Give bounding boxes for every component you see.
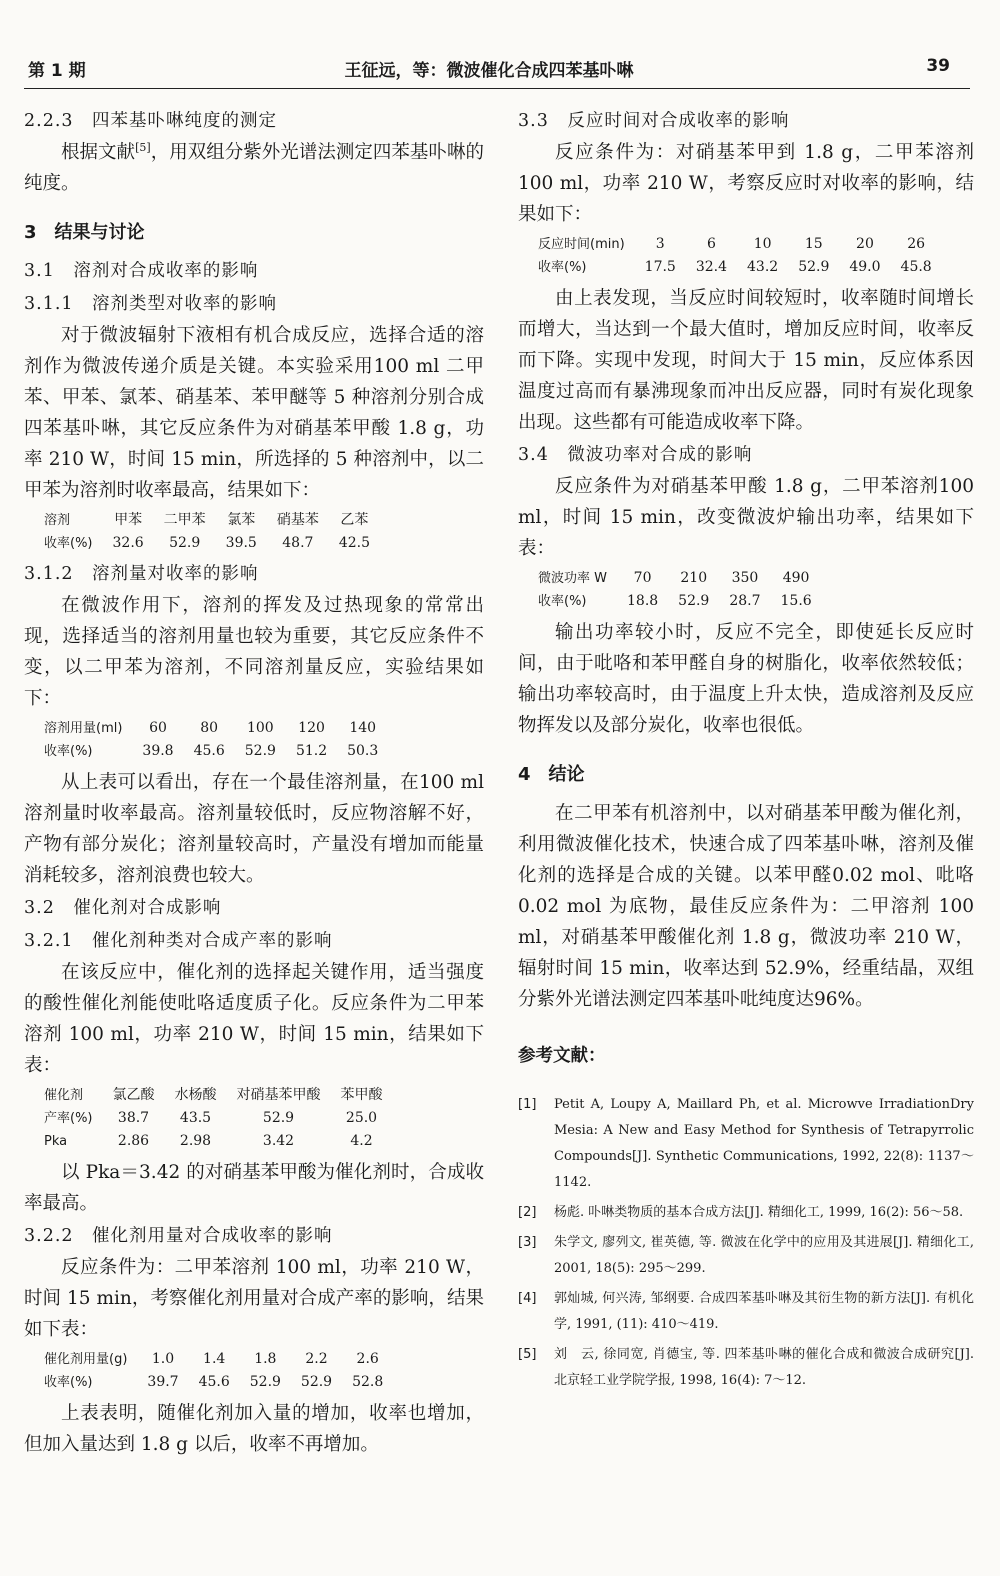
reference-item (518, 1286, 974, 1338)
table-cell: 产率(%) (44, 1111, 93, 1126)
table-cell: 52.9 (262, 1110, 295, 1126)
table-cell: 溶剂 (44, 513, 71, 528)
table-catalyst-type (30, 1084, 393, 1153)
table-cell: 39.5 (225, 535, 257, 551)
paragraph-microwave-power-result: 输出功率较小时，反应不完全，即使延长反应时间，由于吡咯和苯甲醛自身的树脂化，收率依然较低；输出功率较高时，由于温度上升太快，造成溶剂及反应物挥发以及部分炭化，收率也很低。 (518, 622, 974, 736)
table-row (524, 567, 822, 590)
table-cell: 1.8 (254, 1351, 277, 1367)
table-cell: 甲苯 (114, 512, 143, 528)
table-cell: 52.9 (678, 593, 710, 609)
heading-3-2-1: 3.2.1 催化剂种类对合成产率的影响 (24, 931, 333, 951)
table-cell: 43.5 (179, 1110, 212, 1126)
citation-5[interactable]: [5] (135, 140, 151, 154)
table-cell: 52.9 (798, 259, 830, 275)
table-cell: 18.8 (627, 593, 659, 609)
table-cell: 20 (856, 236, 874, 252)
heading-4: 4 结论 (518, 764, 585, 785)
heading-3-1: 3.1 溶剂对合成收率的影响 (24, 261, 259, 281)
paragraph-catalyst-type: 在该反应中，催化剂的选择起关键作用，适当强度的酸性催化剂能使吡咯适度质子化。反应条件为二甲苯溶剂 100 ml，功率 210 W，时间 15 min，结果如下表： (24, 962, 484, 1076)
table-row (30, 509, 380, 532)
heading-3-1-1: 3.1.1 溶剂类型对收率的影响 (24, 294, 278, 314)
reference-number: [3] (518, 1235, 537, 1250)
reference-number: [4] (518, 1291, 537, 1306)
table-cell: 350 (731, 570, 759, 586)
table-cell: 3.42 (262, 1133, 295, 1149)
table-cell: 100 (246, 720, 274, 736)
table-cell: 80 (200, 720, 219, 736)
table-cell: 48.7 (282, 535, 314, 551)
table-cell: 32.4 (695, 259, 728, 275)
table-row (30, 1348, 393, 1371)
table-cell: 1.0 (151, 1351, 175, 1367)
table-cell: 1.4 (203, 1351, 226, 1367)
running-header (28, 56, 950, 86)
table-cell: 52.8 (352, 1374, 384, 1390)
paragraph-microwave-power: 反应条件为对硝基苯甲酸 1.8 g，二甲苯溶剂100 ml，时间 15 min，改变微波炉输出功率，结果如下表： (518, 476, 974, 559)
table-cell: 收率(%) (44, 536, 93, 551)
table-cell: 15 (804, 236, 823, 252)
table-cell: 490 (782, 570, 810, 586)
paragraph-solvent-amount: 在微波作用下，溶剂的挥发及过热现象的常常出现，选择适当的溶剂用量也较为重要，其它反应条件不变，以二甲苯为溶剂，不同溶剂量反应，实验结果如下： (24, 595, 484, 709)
reference-text: 朱学文, 廖列文, 崔英德, 等. 微波在化学中的应用及其进展[J]. 精细化工, 2001, 18(5): 295～299. (554, 1235, 974, 1276)
reference-number: [5] (518, 1347, 537, 1362)
reference-item (518, 1230, 974, 1282)
table-cell: 52.9 (244, 743, 276, 759)
reference-text: 杨彪. 卟啉类物质的基本合成方法[J]. 精细化工, 1999, 16(2): 56～58. (554, 1205, 964, 1220)
table-cell: 140 (349, 720, 377, 736)
text-span: ，用双组分紫外光谱法测定四苯基卟啉的纯度。 (24, 142, 484, 194)
text-span: 根据文献 (61, 142, 136, 163)
table-row (524, 256, 942, 279)
table-cell: 51.2 (295, 743, 328, 759)
table-cell: 45.8 (900, 259, 932, 275)
table-cell: 120 (298, 720, 325, 736)
table-cell: 反应时间(min) (538, 237, 625, 252)
table-cell: 210 (680, 570, 708, 586)
table-solvent-amount (30, 717, 388, 763)
table-cell: 45.6 (193, 743, 225, 759)
table-microwave-power (524, 567, 822, 613)
paragraph-conclusion: 在二甲苯有机溶剂中，以对硝基苯甲酸为催化剂，利用微波催化技术，快速合成了四苯基卟啉，溶剂及催化剂的选择是合成的关键。以苯甲醛0.02 mol、吡咯 0.02 mol 为底物，最佳反应条件为：二甲溶剂 100 ml，对硝基苯甲酸催化剂 1.8 g，微波功率 210 W，辐射时间 15 min，收率达到 52.9%，经重结晶，双组分紫外光谱法测定四苯基卟吡纯度达96%。 (518, 803, 974, 1010)
table-cell: 硝基苯 (276, 512, 319, 528)
references-title: 参考文献： (518, 1046, 606, 1066)
table-cell: 2.98 (179, 1133, 212, 1149)
table-cell: 4.2 (350, 1133, 373, 1149)
paragraph-reaction-time: 反应条件为：对硝基苯甲到 1.8 g，二甲苯溶剂100 ml，功率 210 W，考察反应时对收率的影响，结果如下： (518, 142, 974, 225)
table-cell: 52.9 (249, 1374, 281, 1390)
table-cell: 32.6 (112, 535, 144, 551)
paragraph-solvent-amount-result: 从上表可以看出，存在一个最佳溶剂量，在100 ml 溶剂量时收率最高。溶剂量较低时，反应物溶解不好，产物有部分炭化；溶剂量较高时，产量没有增加而能量消耗较多，溶剂浪费也较大。 (24, 772, 484, 886)
table-cell: 45.6 (198, 1374, 230, 1390)
table-cell: 26 (907, 236, 926, 252)
paragraph-reaction-time-result: 由上表发现，当反应时间较短时，收率随时间增长而增大，当达到一个最大值时，增加反应时间，收率反而下降。实现中发现，时间大于 15 min，反应体系因温度过高而有暴沸现象而冲出反应器，同时有炭化现象出现。这些都有可能造成收率下降。 (518, 288, 974, 433)
left-column (24, 104, 484, 1460)
table-cell: 28.7 (729, 593, 761, 609)
table-cell: 10 (753, 236, 772, 252)
table-cell: 苯甲酸 (340, 1087, 383, 1103)
table-cell: 微波功率 W (538, 571, 607, 586)
table-cell: 38.7 (117, 1110, 150, 1126)
table-cell: 氯苯 (227, 512, 256, 528)
table-cell: 52.9 (300, 1374, 333, 1390)
table-row (30, 1130, 393, 1153)
table-cell: 收率(%) (44, 1375, 93, 1390)
reference-text: Petit A, Loupy A, Maillard Ph, et al. Microwve IrradiationDry Mesia: A New and Easy Method for Synthesis of Tetrapyrrolic Compounds[J]. Synthetic Communications, 1992, 22(8): 1137～1142. (554, 1097, 974, 1190)
table-cell: 39.8 (142, 743, 174, 759)
heading-3-1-2: 3.1.2 溶剂量对收率的影响 (24, 564, 259, 584)
table-cell: 2.86 (117, 1133, 150, 1149)
reference-item (518, 1092, 974, 1196)
table-reaction-time (524, 233, 942, 279)
reference-item (518, 1200, 974, 1226)
table-row (30, 1084, 393, 1107)
paragraph-purity (24, 137, 484, 199)
paragraph-solvent-type: 对于微波辐射下液相有机合成反应，选择合适的溶剂作为微波传递介质是关键。本实验采用100 ml 二甲苯、甲苯、氯苯、硝基苯、苯甲醚等 5 种溶剂分别合成四苯基卟啉，其它反应条件为对硝基苯甲酸 1.8 g，功率 210 W，时间 15 min，所选择的 5 种溶剂中，以二甲苯为溶剂时收率最高，结果如下： (24, 325, 484, 501)
table-cell: 收率(%) (538, 260, 587, 275)
table-cell: 6 (706, 236, 716, 252)
running-title: 王征远，等：微波催化合成四苯基卟啉 (344, 61, 634, 81)
table-cell: 3 (655, 236, 665, 252)
heading-3-3: 3.3 反应时间对合成收率的影响 (518, 111, 790, 131)
table-row (30, 717, 388, 740)
table-cell: 43.2 (747, 259, 779, 275)
table-cell: 52.9 (169, 535, 201, 551)
table-cell: 2.2 (305, 1351, 328, 1367)
table-catalyst-amount (30, 1348, 393, 1394)
table-cell: 氯乙酸 (112, 1087, 155, 1103)
paragraph-catalyst-amount: 反应条件为：二甲苯溶剂 100 ml，功率 210 W，时间 15 min，考察催化剂用量对合成产率的影响，结果如下表： (24, 1257, 484, 1340)
table-row (30, 1371, 393, 1394)
right-column (518, 104, 974, 1398)
table-cell: 乙苯 (340, 512, 369, 528)
table-row (524, 233, 942, 256)
table-cell: 15.6 (780, 593, 812, 609)
table-cell: 催化剂 (44, 1088, 84, 1103)
table-cell: 50.3 (347, 743, 379, 759)
heading-3-4: 3.4 微波功率对合成的影响 (518, 445, 753, 465)
reference-number: [1] (518, 1097, 537, 1112)
table-cell: 对硝基苯甲酸 (236, 1087, 321, 1103)
heading-2-2-3: 2.2.3 四苯基卟啉纯度的测定 (24, 111, 278, 131)
reference-text: 郭灿城, 何兴涛, 邹纲要. 合成四苯基卟啉及其衍生物的新方法[J]. 有机化学, 1991, (11): 410～419. (554, 1291, 974, 1332)
table-cell: 二甲苯 (163, 512, 206, 528)
table-cell: 70 (633, 570, 652, 586)
table-cell: 水杨酸 (174, 1087, 217, 1103)
paragraph-catalyst-type-result: 以 Pka＝3.42 的对硝基苯甲酸为催化剂时，合成收率最高。 (24, 1162, 484, 1214)
reference-text: 刘 云, 徐同宽, 肖德宝, 等. 四苯基卟啉的催化合成和微波合成研究[J]. 北京轻工业学院学报, 1998, 16(4): 7～12. (554, 1347, 974, 1388)
table-cell: 60 (149, 720, 167, 736)
table-cell: 2.6 (356, 1351, 379, 1367)
table-solvent-type (30, 509, 380, 555)
paragraph-catalyst-amount-result: 上表表明，随催化剂加入量的增加，收率也增加，但加入量达到 1.8 g 以后，收率不再增加。 (24, 1403, 484, 1455)
table-cell: 49.0 (849, 259, 881, 275)
table-row (524, 590, 822, 613)
page-number: 39 (926, 56, 950, 76)
table-cell: Pka (44, 1134, 68, 1149)
issue-number: 第 1 期 (28, 61, 86, 81)
table-cell: 催化剂用量(g) (44, 1352, 128, 1367)
table-cell: 收率(%) (538, 594, 587, 609)
table-cell: 收率(%) (44, 744, 93, 759)
table-cell: 25.0 (345, 1110, 378, 1126)
table-row (30, 532, 380, 555)
heading-3-2-2: 3.2.2 催化剂用量对合成收率的影响 (24, 1226, 333, 1246)
reference-item (518, 1342, 974, 1394)
reference-number: [2] (518, 1205, 537, 1220)
table-row (30, 1107, 393, 1130)
header-rule (24, 88, 970, 89)
table-cell: 42.5 (338, 535, 371, 551)
heading-3-2: 3.2 催化剂对合成影响 (24, 898, 222, 918)
table-row (30, 740, 388, 763)
table-cell: 17.5 (644, 259, 676, 275)
table-cell: 39.7 (147, 1374, 179, 1390)
heading-3: 3 结果与讨论 (24, 222, 145, 243)
table-cell: 溶剂用量(ml) (44, 721, 123, 736)
